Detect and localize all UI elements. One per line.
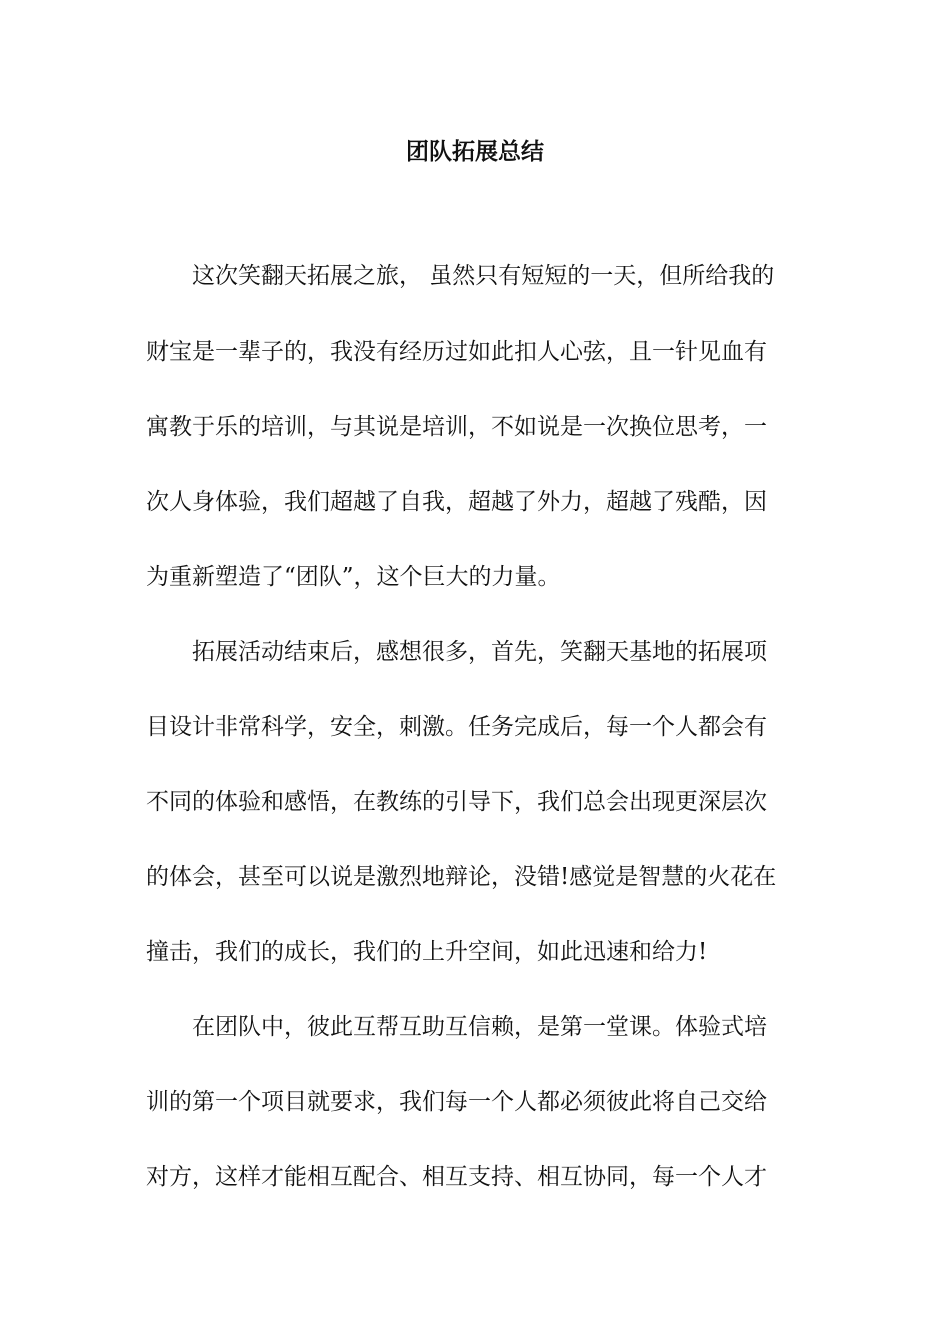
paragraph-line: 寓教于乐的培训，与其说是培训，不如说是一次换位思考，一: [146, 414, 767, 440]
paragraph-line: 对方，这样才能相互配合、相互支持、相互协同，每一个人才: [146, 1164, 767, 1190]
paragraph-line: 次人身体验，我们超越了自我，超越了外力，超越了残酷，因: [146, 489, 767, 515]
paragraph-line: 财宝是一辈子的，我没有经历过如此扣人心弦，且一针见血有: [146, 339, 767, 365]
paragraph-line: 撞击，我们的成长，我们的上升空间，如此迅速和给力!: [146, 939, 708, 965]
document-title: 团队拓展总结: [406, 138, 544, 165]
paragraph-line: 的体会，甚至可以说是激烈地辩论，没错!感觉是智慧的火花在: [146, 864, 777, 890]
paragraph-line: 这次笑翻天拓展之旅， 虽然只有短短的一天，但所给我的: [192, 263, 775, 289]
paragraph-line: 训的第一个项目就要求，我们每一个人都必须彼此将自己交给: [146, 1089, 767, 1115]
paragraph-line: 不同的体验和感悟，在教练的引导下，我们总会出现更深层次: [146, 789, 767, 815]
paragraph-line: 为重新塑造了“团队”，这个巨大的力量。: [146, 564, 561, 590]
paragraph-line: 目设计非常科学，安全，刺激。任务完成后，每一个人都会有: [146, 714, 767, 740]
paragraph-line: 拓展活动结束后，感想很多，首先，笑翻天基地的拓展项: [192, 639, 767, 665]
paragraph-line: 在团队中，彼此互帮互助互信赖，是第一堂课。体验式培: [192, 1014, 767, 1040]
